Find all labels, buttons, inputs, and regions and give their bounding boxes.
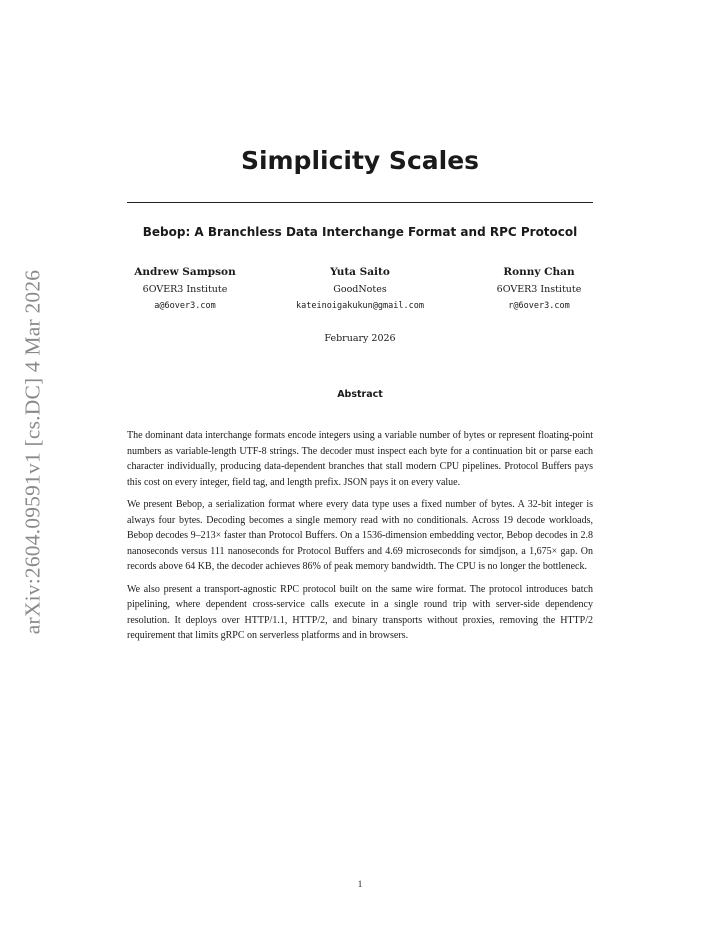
paper-subtitle: Bebop: A Branchless Data Interchange Format and RPC Protocol [142, 225, 578, 239]
page-title: Simplicity Scales [240, 146, 480, 175]
author-email: r@6over3.com [508, 301, 570, 311]
author-name: Yuta Saito [330, 266, 390, 278]
author-block [439, 264, 639, 315]
author-affiliation: 6OVER3 Institute [142, 284, 228, 295]
arxiv-identifier: arXiv:2604.09591v1 [cs.DC] 4 Mar 2026 [20, 269, 45, 635]
page-number: 1 [357, 879, 363, 889]
abstract-paragraph: We also present a transport-agnostic RPC protocol built on the same wire format. The protocol introduces batch pipelining, where dependent cross-service calls execute in a single round trip with server-side dependency resolution. It deploys over HTTP/1.1, HTTP/2, and binary transports without proxies, removing the HTTP/2 requirement that limits gRPC on serverless platforms and in browsers. [127, 583, 593, 641]
author-block [85, 264, 285, 315]
author-name: Ronny Chan [503, 266, 575, 278]
author-email: kateinoigakukun@gmail.com [296, 301, 424, 311]
author-affiliation: 6OVER3 Institute [496, 284, 582, 295]
author-block [260, 264, 460, 315]
abstract-paragraph: The dominant data interchange formats encode integers using a variable number of bytes or represent floating-point numbers as variable-length UTF-8 strings. The decoder must inspect each byte for a continuation bit or parse each character individually, producing data-dependent branches that stall modern CPU pipelines. Protocol Buffers pays this cost on every integer, field tag, and length prefix. JSON pays it on every value. [127, 430, 593, 488]
author-email: a@6over3.com [154, 301, 216, 311]
abstract-heading: Abstract [337, 389, 383, 400]
title-divider [127, 202, 593, 203]
abstract-body [127, 428, 593, 651]
abstract-paragraph: We present Bebop, a serialization format where every data type uses a fixed number of bytes. A 32-bit integer is always four bytes. Decoding becomes a single memory read with no conditionals. Across 19 decode workloads, Bebop decodes 9–213× faster than Protocol Buffers. On a 1536-dimension embedding vector, Bebop decodes in 2.8 nanoseconds versus 111 nanoseconds for Protocol Buffers and 4.69 microseconds for simdjson, a 1,675× gap. On records above 64 KB, the decoder achieves 86% of peak memory bandwidth. The CPU is no longer the bottleneck. [127, 499, 593, 572]
author-name: Andrew Sampson [134, 266, 236, 278]
publication-date: February 2026 [324, 333, 396, 344]
author-affiliation: GoodNotes [333, 284, 387, 295]
